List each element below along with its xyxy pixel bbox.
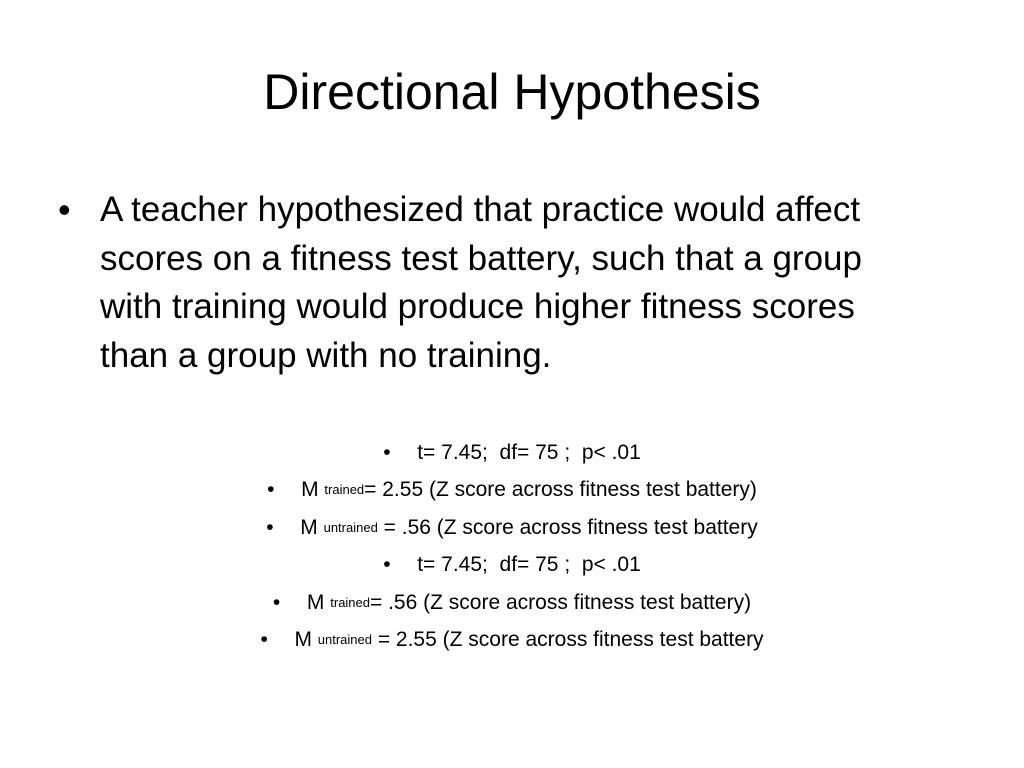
sub-bullet-prefix: M: [294, 628, 318, 652]
sub-bullet-prefix: M: [301, 478, 325, 502]
sub-bullet-item: [0, 434, 1024, 472]
bullet-marker: •: [58, 189, 71, 230]
bullet-marker: •: [266, 515, 274, 539]
sub-bullet-item: [0, 547, 1024, 585]
sub-bullet-prefix: M: [306, 590, 331, 614]
main-bullet-item: [58, 186, 938, 380]
slide-title: Directional Hypothesis: [263, 64, 761, 120]
sub-bullet-text: t= 7.45; df= 75 ; p< .01: [417, 553, 641, 577]
main-bullet-text: A teacher hypothesized that practice would affect scores on a fitness test battery, such that a group with training would produce higher fitness scores than a group with no training.: [100, 190, 862, 375]
bullet-marker: •: [267, 478, 275, 502]
sub-bullet-text: = .56 (Z score across fitness test battery): [370, 590, 752, 614]
sub-bullet-item: • M trained = .56 (Z score across fitness test battery): [0, 584, 1024, 622]
sub-bullet-list: [0, 434, 1024, 659]
sub-bullet-item: • M untrained = 2.55 (Z score across fitness test battery: [0, 622, 1024, 660]
bullet-marker: •: [383, 553, 391, 577]
bullet-marker: •: [383, 440, 391, 464]
sub-bullet-item: • M trained = 2.55 (Z score across fitness test battery): [0, 472, 1024, 510]
sub-bullet-item: • M untrained = .56 (Z score across fitness test battery: [0, 509, 1024, 547]
bullet-marker: •: [272, 590, 281, 614]
bullet-marker: •: [260, 628, 268, 652]
sub-bullet-text: = 2.55 (Z score across fitness test battery): [364, 478, 757, 502]
sub-bullet-prefix: M: [300, 515, 324, 539]
sub-bullet-text: = .56 (Z score across fitness test battery: [377, 515, 758, 539]
sub-bullet-text: = 2.55 (Z score across fitness test battery: [371, 628, 764, 652]
sub-bullet-text: t= 7.45; df= 75 ; p< .01: [417, 440, 641, 464]
